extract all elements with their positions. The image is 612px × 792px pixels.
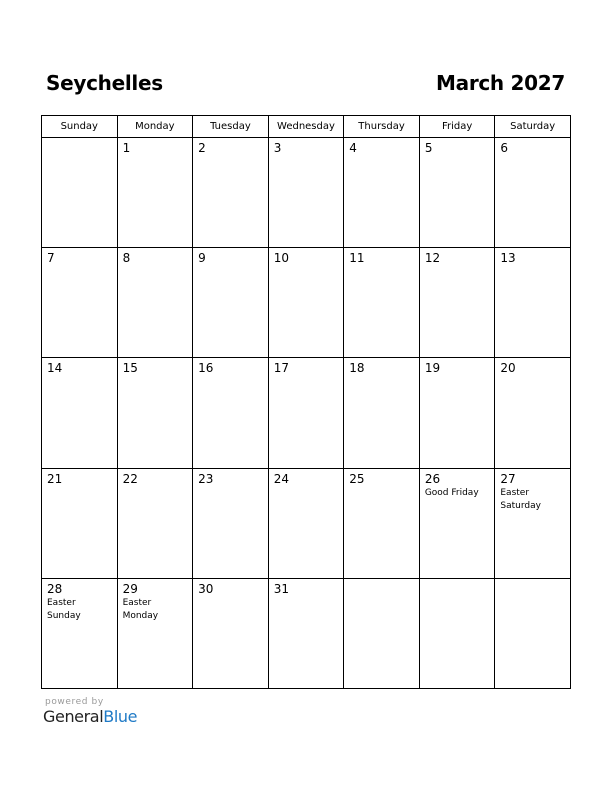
calendar-grid bbox=[41, 115, 571, 689]
day-number: 20 bbox=[500, 361, 516, 376]
day-cell bbox=[419, 358, 495, 468]
day-number: 15 bbox=[122, 361, 138, 376]
weekday-header: Saturday bbox=[495, 116, 571, 138]
day-cell bbox=[419, 248, 495, 358]
week-row bbox=[42, 248, 571, 358]
day-number: 28 bbox=[47, 581, 63, 596]
day-number: 8 bbox=[122, 251, 131, 266]
day-cell bbox=[268, 578, 344, 688]
week-row bbox=[42, 578, 571, 688]
day-number: 27 bbox=[500, 471, 516, 486]
day-cell bbox=[495, 138, 571, 248]
weekday-header: Friday bbox=[419, 116, 495, 138]
country-title: Seychelles bbox=[46, 71, 163, 95]
day-number: 7 bbox=[47, 251, 55, 266]
day-cell bbox=[495, 358, 571, 468]
day-number: 17 bbox=[273, 361, 289, 376]
weekday-header-row bbox=[42, 116, 571, 138]
weekday-header: Monday bbox=[117, 116, 193, 138]
day-number: 2 bbox=[198, 141, 206, 155]
day-cell bbox=[419, 468, 495, 578]
week-row bbox=[42, 138, 571, 248]
day-number: 29 bbox=[122, 581, 138, 596]
day-cell bbox=[495, 468, 571, 578]
day-number: 26 bbox=[424, 471, 441, 486]
day-number: 6 bbox=[500, 141, 509, 155]
month-year-title: March 2027 bbox=[436, 71, 565, 95]
day-number: 1 bbox=[122, 141, 131, 155]
day-cell bbox=[344, 138, 420, 248]
day-cell bbox=[193, 248, 269, 358]
day-cell bbox=[117, 358, 193, 468]
day-cell bbox=[117, 578, 193, 688]
day-cell bbox=[268, 358, 344, 468]
day-cell bbox=[42, 578, 118, 688]
holiday-label: Easter Monday bbox=[122, 597, 159, 621]
day-cell bbox=[268, 138, 344, 248]
day-cell bbox=[268, 248, 344, 358]
day-cell bbox=[495, 578, 571, 688]
week-row bbox=[42, 468, 571, 578]
day-number: 11 bbox=[349, 251, 365, 266]
day-number: 25 bbox=[349, 471, 365, 486]
day-number: 30 bbox=[198, 581, 214, 596]
footer-branding bbox=[43, 697, 137, 726]
weekday-header: Thursday bbox=[344, 116, 420, 138]
generalblue-logo[interactable] bbox=[43, 707, 137, 726]
day-number: 14 bbox=[47, 361, 63, 376]
day-cell bbox=[344, 248, 420, 358]
day-number: 12 bbox=[424, 251, 441, 266]
day-cell bbox=[419, 138, 495, 248]
day-cell bbox=[117, 468, 193, 578]
day-cell bbox=[268, 468, 344, 578]
day-number: 10 bbox=[273, 251, 289, 266]
day-number: 13 bbox=[500, 251, 516, 266]
brand-general-text: General bbox=[43, 707, 104, 726]
day-cell bbox=[344, 578, 420, 688]
holiday-label: Easter Sunday bbox=[47, 597, 81, 621]
holiday-label: Easter Saturday bbox=[500, 487, 541, 511]
day-cell bbox=[344, 358, 420, 468]
week-row bbox=[42, 358, 571, 468]
day-number: 9 bbox=[198, 251, 206, 266]
day-number: 21 bbox=[47, 471, 63, 486]
day-number: 23 bbox=[198, 471, 214, 486]
holiday-label: Good Friday bbox=[424, 487, 479, 498]
day-cell bbox=[117, 138, 193, 248]
day-number: 19 bbox=[424, 361, 441, 376]
day-cell bbox=[193, 578, 269, 688]
day-cell bbox=[193, 468, 269, 578]
day-cell bbox=[193, 138, 269, 248]
day-number: 3 bbox=[273, 141, 282, 155]
powered-by-label: powered by bbox=[45, 697, 104, 707]
day-cell bbox=[42, 358, 118, 468]
day-cell bbox=[42, 248, 118, 358]
day-number: 16 bbox=[198, 361, 214, 376]
day-number: 24 bbox=[273, 471, 289, 486]
day-cell bbox=[117, 248, 193, 358]
weekday-header: Tuesday bbox=[193, 116, 269, 138]
day-cell bbox=[495, 248, 571, 358]
day-cell bbox=[419, 578, 495, 688]
weekday-header: Sunday bbox=[42, 116, 118, 138]
day-number: 5 bbox=[424, 141, 433, 155]
day-number: 22 bbox=[122, 471, 138, 486]
day-cell bbox=[42, 138, 118, 248]
day-number: 31 bbox=[273, 581, 289, 596]
day-cell bbox=[42, 468, 118, 578]
day-cell bbox=[193, 358, 269, 468]
brand-blue-text: Blue bbox=[103, 707, 138, 726]
weekday-header: Wednesday bbox=[268, 116, 344, 138]
day-cell bbox=[344, 468, 420, 578]
day-number: 4 bbox=[349, 141, 357, 155]
day-number: 18 bbox=[349, 361, 365, 376]
